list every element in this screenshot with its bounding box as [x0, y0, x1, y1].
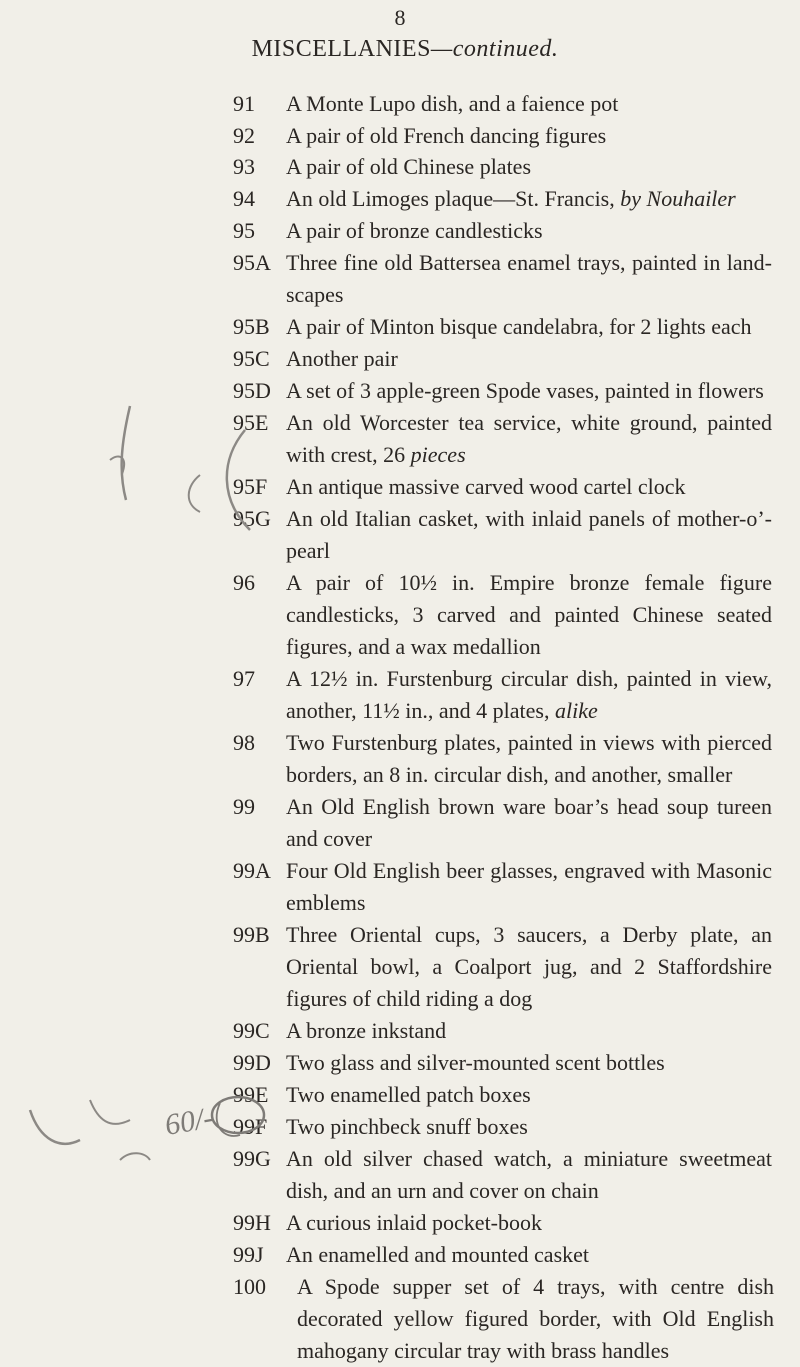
lot-number: 99G [233, 1146, 271, 1171]
lot-number: 99E [233, 1082, 269, 1107]
lot-description: Two pinchbeck snuff boxes [286, 1114, 528, 1139]
lot-description: A curious inlaid pocket-book [286, 1210, 543, 1235]
lot-number: 99H [233, 1210, 271, 1235]
lot-description: An antique massive carved wood cartel clock [286, 474, 686, 499]
lot-number: 99D [233, 1050, 271, 1075]
lot-number: 95C [233, 346, 270, 371]
lot-number: 99 [233, 794, 255, 819]
lot-number: 99F [233, 1114, 268, 1139]
lot-number: 99A [233, 858, 271, 883]
lot-number: 100 [233, 1274, 266, 1299]
lot-number: 98 [233, 730, 255, 755]
lot-description [286, 183, 772, 215]
lot-italic: by Nouhailer [620, 186, 736, 211]
lot-description [286, 407, 772, 471]
heading-suffix: —continued. [430, 36, 559, 62]
lot-number: 99C [233, 1018, 270, 1043]
lot-description: Two Furstenburg plates, painted in views with pierced borders, an 8 in. circular dish, and another, smaller [286, 730, 772, 787]
pencil-price-note: 60/- [162, 1101, 216, 1142]
lot-number: 97 [233, 666, 255, 691]
lot-number: 92 [233, 123, 255, 148]
lot-description: A set of 3 apple-green Spode vases, painted in flowers [286, 378, 764, 403]
lot-number: 95E [233, 410, 269, 435]
lot-number: 96 [233, 570, 255, 595]
lot-text: An old Worcester tea service, white ground, painted with crest, 26 [286, 410, 772, 467]
lot-italic: pieces [410, 442, 466, 467]
lot-number: 99J [233, 1242, 264, 1267]
lot-number: 95 [233, 218, 255, 243]
lot-description [286, 663, 772, 727]
lot-description: Three Oriental cups, 3 saucers, a Derby plate, an Oriental bowl, a Coalport jug, and 2 Staffordshire figures of child riding a dog [286, 922, 772, 1011]
lot-description: Two enamelled patch boxes [286, 1082, 531, 1107]
lot-number: 95D [233, 378, 271, 403]
lot-description: A pair of bronze candlesticks [286, 218, 543, 243]
lot-description: A Spode supper set of 4 trays, with centre dish decorated yellow figured border, with Old English mahogany circular tray with brass handles [297, 1274, 774, 1363]
heading-title: MISCELLANIES [251, 36, 431, 62]
lot-description: A pair of old French dancing figures [286, 123, 607, 148]
lot-description: A pair of Minton bisque candelabra, for 2 lights each [286, 314, 752, 339]
lot-description: An old Italian casket, with inlaid panels of mother-o’-pearl [286, 506, 772, 563]
lot-description: An enamelled and mounted casket [286, 1242, 590, 1267]
lot-description: Three fine old Battersea enamel trays, painted in land-scapes [286, 250, 772, 307]
page-number: 8 [394, 5, 406, 30]
lot-description: Four Old English beer glasses, engraved with Masonic emblems [286, 858, 772, 915]
lot-number: 93 [233, 154, 255, 179]
lot-text: An old Limoges plaque—St. Francis, [286, 186, 615, 211]
lot-number: 95F [233, 474, 268, 499]
lot-number: 95A [233, 250, 271, 275]
lot-description: An old silver chased watch, a miniature sweetmeat dish, and an urn and cover on chain [286, 1146, 772, 1203]
lot-number: 94 [233, 186, 255, 211]
lot-number: 95G [233, 506, 271, 531]
lot-number: 91 [233, 91, 255, 116]
lot-description: A Monte Lupo dish, and a faience pot [286, 91, 619, 116]
lot-description: A pair of old Chinese plates [286, 154, 532, 179]
pencil-scribble-icon [20, 1090, 160, 1170]
lot-description: A pair of 10½ in. Empire bronze female figure candlesticks, 3 carved and painted Chinese seated figures, and a wax medallion [286, 570, 772, 659]
lot-description: A bronze inkstand [286, 1018, 447, 1043]
lot-text: A 12½ in. Furstenburg circular dish, painted in view, another, 11½ in., and 4 plates, [286, 666, 772, 723]
lot-number: 99B [233, 922, 270, 947]
lot-description: An Old English brown ware boar’s head soup tureen and cover [286, 794, 772, 851]
lot-description: Another pair [286, 346, 398, 371]
lot-italic: alike [554, 698, 598, 723]
lot-number: 95B [233, 314, 270, 339]
section-heading [0, 34, 800, 64]
lot-description: Two glass and silver-mounted scent bottles [286, 1050, 665, 1075]
